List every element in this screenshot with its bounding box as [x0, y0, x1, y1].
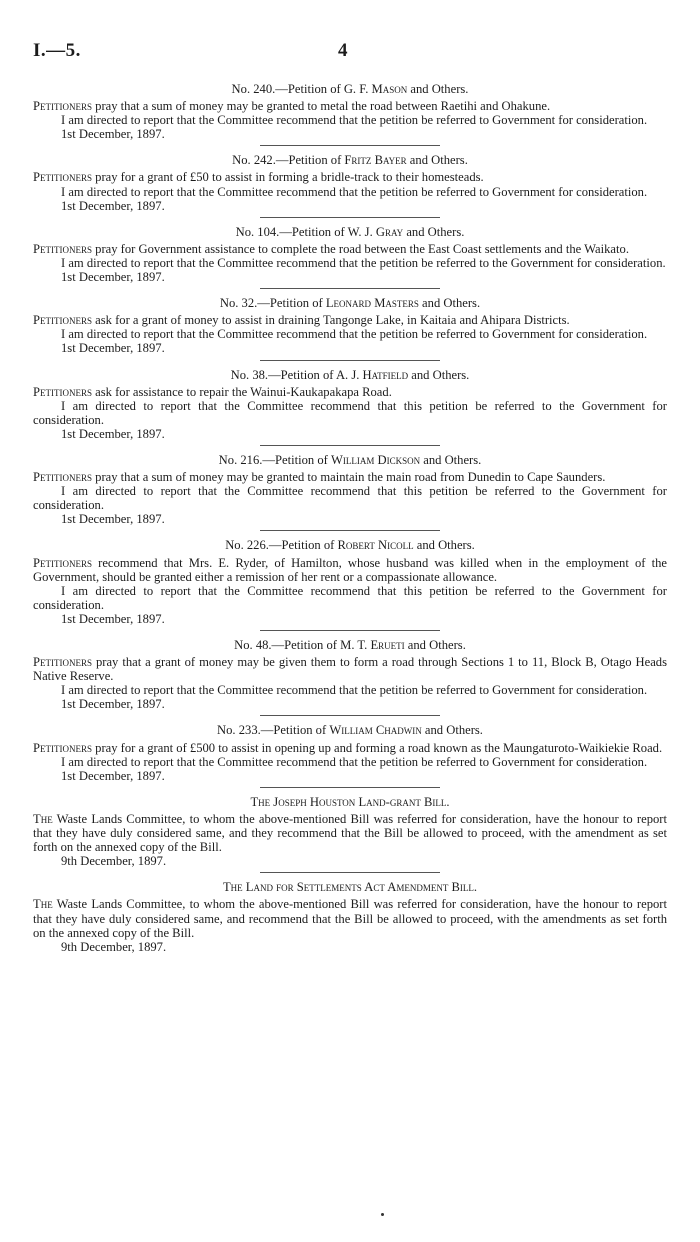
petition-title	[33, 538, 667, 552]
section-divider	[260, 288, 440, 289]
committee-report: I am directed to report that the Committee recommend that the petition be referred to Government for consideration.	[61, 113, 648, 128]
document-body	[33, 82, 667, 954]
petitioner-name: William Chadwin	[329, 723, 422, 738]
petition-prayer	[33, 385, 667, 399]
petition-title-suffix: and Others.	[406, 153, 468, 168]
petition-title	[33, 225, 667, 239]
petition-prayer-text: pray for a grant of £50 to assist in forming a bridle-track to their homesteads.	[92, 170, 484, 185]
petition-number: No. 48.—Petition of M. T.	[234, 638, 371, 652]
petition-lead-word: Petitioners	[33, 241, 92, 256]
committee-report: I am directed to report that the Committee recommend that the petition be referred to Government for consideration.	[61, 184, 648, 199]
report-date: 1st December, 1897.	[61, 697, 165, 712]
petition-lead-word: Petitioners	[33, 170, 92, 185]
petition-title	[33, 638, 667, 652]
bill-report	[33, 897, 667, 939]
petition-lead-word: Petitioners	[33, 555, 92, 570]
bill-report-text: Waste Lands Committee, to whom the above-mentioned Bill was referred for consideration, have the honour to report that they have duly considered same, and recommend that the Bill be allowed to proceed, with the amendments as set forth on the annexed copy of the Bill.	[33, 897, 667, 940]
petition-prayer-text: ask for a grant of money to assist in draining Tangonge Lake, in Kaitaia and Ahipara Districts.	[92, 313, 570, 328]
petition-prayer	[33, 99, 667, 113]
report-date: 1st December, 1897.	[61, 127, 165, 142]
petition-section	[33, 453, 667, 526]
petitioner-name: Erueti	[370, 638, 405, 652]
report-date: 1st December, 1897.	[61, 198, 165, 213]
petition-section	[33, 153, 667, 212]
section-divider	[260, 630, 440, 631]
petition-title	[33, 82, 667, 96]
petition-prayer-text: pray for a grant of £500 to assist in opening up and forming a road known as the Maungaturoto-Waikiekie Road.	[92, 740, 663, 755]
petition-prayer	[33, 170, 667, 184]
section-divider	[260, 715, 440, 716]
committee-report: I am directed to report that the Committee recommend that the petition be referred to Government for consideration.	[61, 754, 648, 769]
report-date: 1st December, 1897.	[61, 341, 165, 356]
report-date: 1st December, 1897.	[61, 768, 165, 783]
petition-title	[33, 723, 667, 737]
committee-report: I am directed to report that the Committee recommend that this petition be referred to the Government for consideration.	[33, 398, 667, 427]
report-date: 9th December, 1897.	[61, 854, 167, 869]
petition-number: No. 226.—Petition of	[225, 538, 338, 553]
petition-title-suffix: and Others.	[421, 723, 483, 738]
petition-prayer-text: ask for assistance to repair the Wainui-Kaukapakapa Road.	[92, 384, 392, 399]
petition-section	[33, 225, 667, 284]
petition-lead-word: Petitioners	[33, 655, 92, 670]
section-divider	[260, 360, 440, 361]
section-divider	[260, 872, 440, 873]
report-date: 1st December, 1897.	[61, 611, 165, 626]
report-date: 9th December, 1897.	[61, 939, 167, 954]
petition-number: No. 240.—Petition of G. F.	[231, 82, 372, 96]
petition-title	[33, 153, 667, 167]
page-mark	[381, 1213, 384, 1216]
committee-report: I am directed to report that the Committee recommend that the petition be referred to the Government for consideration.	[61, 255, 666, 270]
section-divider	[260, 445, 440, 446]
petition-section	[33, 82, 667, 141]
petition-title-suffix: and Others.	[420, 452, 482, 467]
petition-prayer-text: pray that a grant of money may be given them to form a road through Sections 1 to 11, Block B, Otago Heads Native Reserve.	[33, 655, 667, 684]
petition-prayer	[33, 313, 667, 327]
section-divider	[260, 787, 440, 788]
bill-lead-word: The	[33, 897, 53, 912]
petition-prayer	[33, 655, 667, 683]
petition-lead-word: Petitioners	[33, 99, 92, 114]
section-divider	[260, 530, 440, 531]
petition-number: No. 233.—Petition of	[217, 723, 330, 738]
petitioner-name: Robert Nicoll	[337, 538, 414, 553]
petition-number: No. 216.—Petition of	[218, 452, 331, 467]
petitioner-name: Gray	[375, 224, 404, 239]
bill-report	[33, 812, 667, 854]
petition-number: No. 32.—Petition of	[219, 296, 326, 311]
bill-title: The Joseph Houston Land-grant Bill.	[250, 794, 450, 809]
section-divider	[260, 145, 440, 146]
petitioner-name: Hatfield	[362, 367, 409, 382]
petition-prayer-text: pray that a sum of money may be granted to maintain the main road from Dunedin to Cape Saunders.	[92, 470, 606, 485]
bill-lead-word: The	[33, 811, 53, 826]
petition-title-suffix: and Others.	[403, 224, 465, 239]
petitioner-name: Leonard Masters	[325, 296, 419, 311]
petition-number: No. 242.—Petition of	[232, 153, 345, 168]
petition-lead-word: Petitioners	[33, 470, 92, 485]
section-divider	[260, 217, 440, 218]
petition-number: No. 104.—Petition of W. J.	[235, 224, 376, 239]
paper-reference: I.—5.	[33, 40, 81, 61]
committee-report: I am directed to report that the Committee recommend that this petition be referred to the Government for consideration.	[33, 484, 667, 513]
petition-section	[33, 296, 667, 355]
petition-prayer-text: pray that a sum of money may be granted to metal the road between Raetihi and Ohakune.	[92, 99, 551, 114]
page-header	[33, 40, 667, 64]
petition-title-suffix: and Others.	[404, 638, 466, 652]
petition-prayer-text: recommend that Mrs. E. Ryder, of Hamilton, whose husband was killed when in the employment of the Government, should be granted either a remission of her rent or a compassionate allowance.	[33, 555, 667, 584]
petition-lead-word: Petitioners	[33, 740, 92, 755]
report-date: 1st December, 1897.	[61, 270, 165, 285]
petition-title-suffix: and Others.	[418, 296, 481, 311]
petition-prayer	[33, 242, 667, 256]
petition-section	[33, 538, 667, 626]
petition-title	[33, 296, 667, 310]
page-number: 4	[338, 40, 348, 61]
petition-section	[33, 723, 667, 782]
bill-section	[33, 795, 667, 868]
committee-report: I am directed to report that the Committee recommend that the petition be referred to Government for consideration.	[61, 683, 648, 698]
bill-title: The Land for Settlements Act Amendment Bill.	[222, 880, 478, 895]
committee-report: I am directed to report that the Committee recommend that the petition be referred to Government for consideration.	[61, 327, 648, 342]
petition-title	[33, 453, 667, 467]
petition-title	[33, 368, 667, 382]
committee-report: I am directed to report that the Committee recommend that this petition be referred to the Government for consideration.	[33, 583, 667, 612]
bill-report-text: Waste Lands Committee, to whom the above-mentioned Bill was referred for consideration, have the honour to report that they have duly considered same, and they recommend that the Bill be allowed to proceed, with the amendment as set forth on the annexed copy of the Bill.	[33, 811, 667, 855]
petition-lead-word: Petitioners	[33, 384, 92, 399]
petition-title-suffix: and Others.	[408, 367, 470, 382]
petition-number: No. 38.—Petition of A. J.	[230, 367, 363, 382]
bill-section	[33, 880, 667, 953]
report-date: 1st December, 1897.	[61, 512, 165, 527]
petition-section	[33, 638, 667, 711]
petition-title-suffix: and Others.	[413, 538, 475, 553]
petition-prayer-text: pray for Government assistance to complete the road between the East Coast settlements and the Waikato.	[92, 241, 629, 256]
petition-prayer	[33, 556, 667, 584]
petitioner-name: Fritz Bayer	[344, 153, 407, 168]
report-date: 1st December, 1897.	[61, 426, 165, 441]
petition-title-suffix: and Others.	[407, 82, 469, 96]
petitioner-name: Mason	[371, 82, 408, 96]
petition-lead-word: Petitioners	[33, 313, 92, 328]
petitioner-name: William Dickson	[330, 452, 421, 467]
petition-prayer	[33, 741, 667, 755]
petition-section	[33, 368, 667, 441]
petition-prayer	[33, 470, 667, 484]
